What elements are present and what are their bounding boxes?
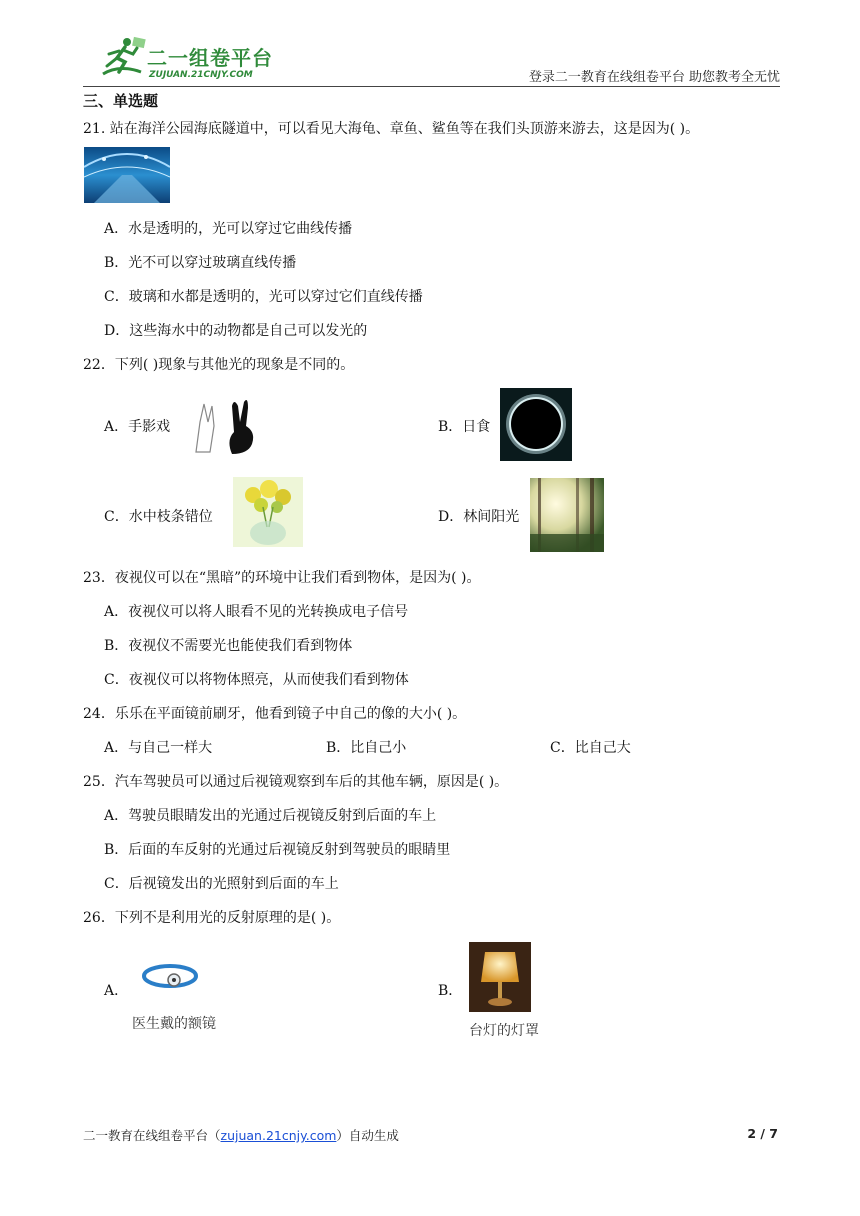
hand-shadow-image	[190, 392, 262, 458]
undersea-tunnel-image	[84, 147, 170, 203]
logo-text: 二一组卷平台	[147, 46, 273, 70]
flower-vase-image	[233, 477, 303, 547]
q21-option-b[interactable]: B．光不可以穿过玻璃直线传播	[104, 255, 297, 271]
forest-sunlight-image	[530, 478, 604, 552]
q23-option-c[interactable]: C．夜视仪可以将物体照亮，从而使我们看到物体	[104, 672, 409, 688]
question-22-stem: 22．下列( )现象与其他光的现象是不同的。	[83, 357, 355, 373]
q25-option-b[interactable]: B．后面的车反射的光通过后视镜反射到驾驶员的眼睛里	[104, 842, 451, 858]
q25-option-c[interactable]: C．后视镜发出的光照射到后面的车上	[104, 876, 339, 892]
q24-option-a[interactable]: A．与自己一样大	[104, 740, 213, 756]
question-23-stem: 23．夜视仪可以在“黑暗”的环境中让我们看到物体，是因为( )。	[83, 570, 481, 586]
logo-url: ZUJUAN.21CNJY.COM	[149, 70, 253, 80]
footer-link[interactable]: zujuan.21cnjy.com	[220, 1128, 337, 1143]
q21-option-a[interactable]: A．水是透明的，光可以穿过它曲线传播	[104, 221, 353, 237]
question-24-stem: 24．乐乐在平面镜前刷牙，他看到镜子中自己的像的大小( )。	[83, 706, 467, 722]
footer-prefix: 二一教育在线组卷平台（	[83, 1128, 221, 1143]
page-number: 2 / 7	[747, 1126, 778, 1141]
q24-option-b[interactable]: B．比自己小	[326, 740, 407, 756]
question-26-stem: 26．下列不是利用光的反射原理的是( )。	[83, 910, 341, 926]
question-21-stem: 21. 站在海洋公园海底隧道中，可以看见大海龟、章鱼、鲨鱼等在我们头顶游来游去，这是因为( )。	[83, 121, 700, 137]
table-lamp-caption: 台灯的灯罩	[469, 1023, 539, 1039]
q23-option-b[interactable]: B．夜视仪不需要光也能使我们看到物体	[104, 638, 353, 654]
runner-logo-icon	[89, 34, 149, 82]
footer-suffix: ）自动生成	[336, 1128, 399, 1143]
q24-option-c[interactable]: C．比自己大	[550, 740, 631, 756]
q22-option-d[interactable]: D．林间阳光	[438, 509, 520, 525]
head-mirror-caption: 医生戴的额镜	[132, 1016, 216, 1032]
header-slogan: 登录二一教育在线组卷平台 助您教考全无忧	[528, 70, 780, 85]
q23-option-a[interactable]: A．夜视仪可以将人眼看不见的光转换成电子信号	[104, 604, 409, 620]
question-25-stem: 25．汽车驾驶员可以通过后视镜观察到车后的其他车辆，原因是( )。	[83, 774, 509, 790]
q22-option-c[interactable]: C．水中枝条错位	[104, 509, 213, 525]
head-mirror-image	[140, 960, 204, 994]
logo	[89, 34, 279, 82]
q21-option-c[interactable]: C．玻璃和水都是透明的，光可以穿过它们直线传播	[104, 289, 423, 305]
solar-eclipse-image	[500, 388, 572, 461]
page-footer-source	[83, 1126, 399, 1144]
q25-option-a[interactable]: A．驾驶员眼睛发出的光通过后视镜反射到后面的车上	[104, 808, 437, 824]
page-header	[83, 30, 780, 86]
section-title: 三、单选题	[83, 92, 159, 110]
q21-option-d[interactable]: D．这些海水中的动物都是自己可以发光的	[104, 323, 368, 339]
table-lamp-image	[469, 942, 531, 1012]
q22-option-b[interactable]: B．日食	[438, 419, 491, 435]
q22-option-a[interactable]: A．手影戏	[104, 419, 171, 435]
q26-option-b[interactable]: B．	[438, 983, 463, 999]
header-divider	[83, 86, 780, 87]
q26-option-a[interactable]: A．	[104, 983, 129, 999]
